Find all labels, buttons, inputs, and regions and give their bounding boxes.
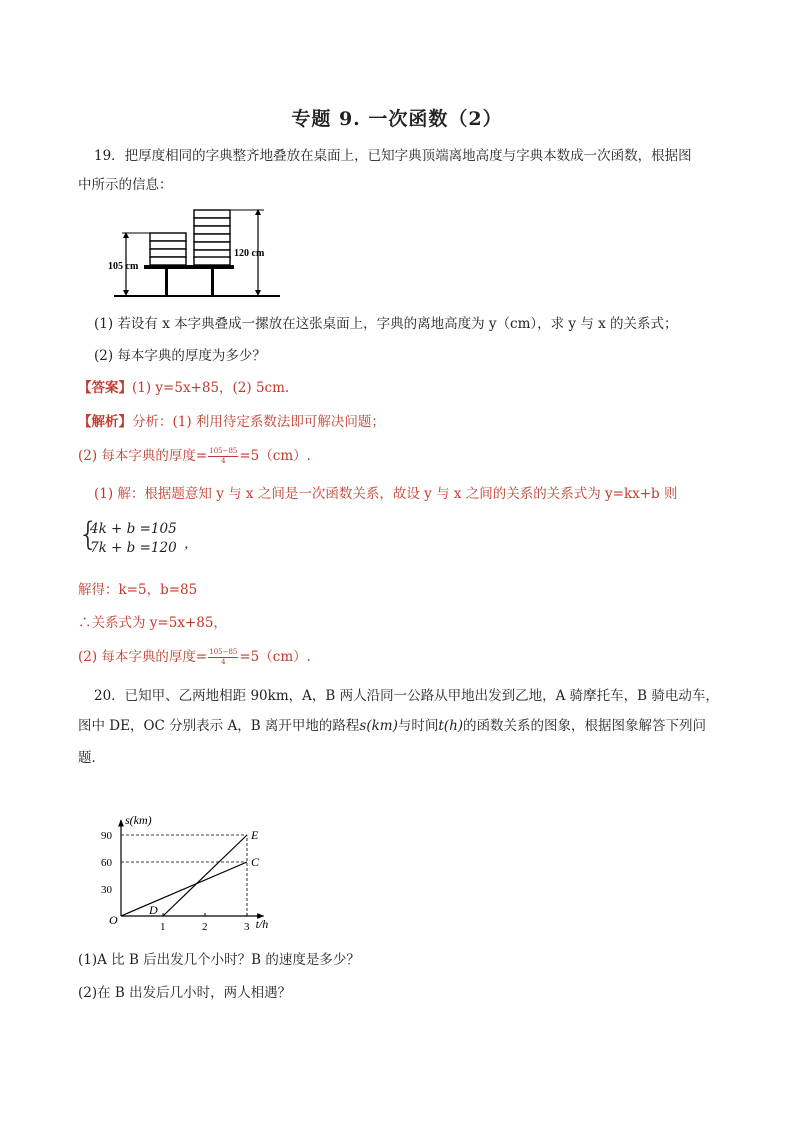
right-book-stack: [194, 210, 230, 265]
page-title: 专题 9. 一次函数（2）: [291, 108, 503, 130]
equation-comma: ，: [184, 536, 198, 552]
x-axis-label: t/h: [255, 917, 269, 931]
q19-thickness-line1: [78, 446, 728, 466]
analysis-text: 分析：(1) 利用待定系数法即可解决问题；: [132, 414, 385, 430]
analysis-tag: 【解析】: [78, 414, 132, 430]
q19-analysis: [78, 412, 728, 432]
q19-stem-line1: 19．把厚度相同的字典整齐地叠放在桌面上，已知字典顶端离地高度与字典本数成一次函数，根据图: [94, 148, 692, 164]
thickness2-prefix: (2) 每本字典的厚度=: [78, 649, 208, 665]
origin-label: O: [109, 913, 118, 927]
q19-sub1: (1) 若设有 x 本字典叠成一摞放在这张桌面上，字典的离地高度为 y（cm），求 y 与 x 的关系式；: [94, 316, 678, 332]
q20-sub2: (2)在 B 出发后几小时，两人相遇？: [78, 985, 292, 1001]
q20-stem-line1: 20．已知甲、乙两地相距 90km，A，B 两人沿同一公路从甲地出发到乙地，A 骑摩托车，B 骑电动车，: [94, 688, 719, 704]
x-tick-label: 1: [160, 921, 166, 933]
q20-stem-line2: 图中 DE，OC 分别表示 A，B 离开甲地的路程s(km)与时间t(h)的函数关系的图象，根据图象解答下列问: [78, 718, 707, 734]
q20-distance-time-graph: [96, 784, 276, 936]
q19-answer: [78, 378, 728, 398]
left-book-stack: [150, 233, 186, 265]
equation-1: 4k + b =105: [90, 521, 177, 537]
plot-area: [101, 813, 268, 933]
point-label-d: D: [149, 903, 158, 917]
point-label-c: C: [251, 855, 260, 869]
y-tick-label: 30: [101, 884, 112, 896]
answer-tag: 【答案】: [78, 380, 132, 396]
q19-sub2: (2) 每本字典的厚度为多少？: [94, 348, 266, 364]
y-tick-label: 90: [101, 830, 112, 842]
left-height-label: 105 cm: [108, 261, 139, 272]
answer-text: (1) y=5x+85，(2) 5cm.: [132, 380, 290, 396]
series-line-de: [163, 835, 247, 916]
q19-solved: 解得：k=5，b=85: [78, 582, 198, 598]
q20-sub1: (1)A 比 B 后出发几个小时？B 的速度是多少？: [78, 952, 360, 968]
thickness-suffix: =5（cm）.: [239, 448, 311, 464]
q19-thickness-line2: [78, 647, 728, 667]
q20-stem-line3: 题．: [78, 750, 105, 766]
q19-relation: ∴关系式为 y=5x+85，: [78, 615, 227, 631]
q19-dictionary-figure: [108, 203, 286, 303]
q19-stem-line2: 中所示的信息：: [78, 177, 173, 193]
thickness-prefix: (2) 每本字典的厚度=: [78, 448, 208, 464]
thickness2-suffix: =5（cm）.: [239, 649, 311, 665]
x-tick-label: 3: [244, 921, 250, 933]
q19-solution-intro: (1) 解：根据题意知 y 与 x 之间是一次函数关系，故设 y 与 x 之间的关系的关系式为 y=kx+b 则: [94, 486, 678, 502]
series-line-oc: [121, 862, 247, 916]
point-label-e: E: [251, 828, 259, 842]
right-height-label: 120 cm: [234, 248, 265, 259]
table-leg-right: [211, 269, 214, 296]
thickness-fraction: $\frac{105-85}{4}$: [209, 447, 238, 465]
table-leg-left: [165, 269, 168, 296]
equation-2: 7k + b =120: [90, 540, 177, 556]
t-h-symbol: t(h): [438, 718, 464, 734]
y-axis-label: s(km): [125, 813, 152, 827]
y-tick-label: 60: [101, 857, 112, 869]
s-km-symbol: s(km): [359, 718, 398, 734]
system-brace: {: [78, 515, 99, 553]
x-tick-label: 2: [202, 921, 208, 933]
thickness2-fraction: $\frac{105-85}{4}$: [209, 648, 238, 666]
